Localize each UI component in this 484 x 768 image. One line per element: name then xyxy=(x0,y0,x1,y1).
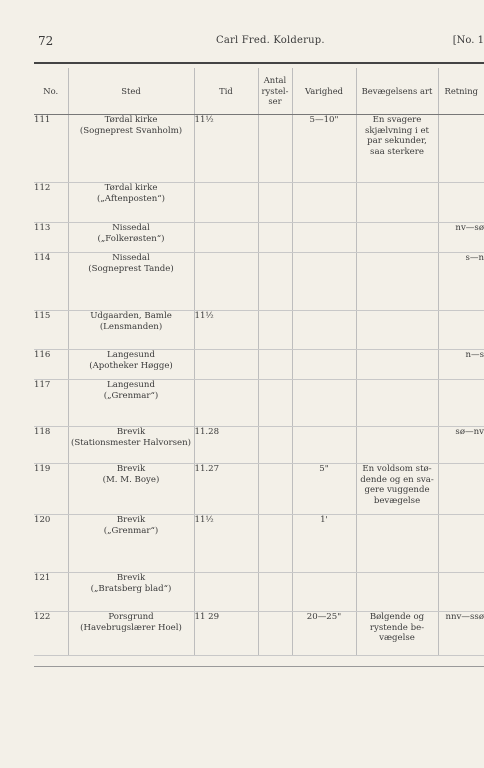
column-header-time: Tid xyxy=(194,68,258,115)
cell-place xyxy=(68,380,194,427)
column-header-count: Antal rystelser xyxy=(258,68,292,115)
cell-place xyxy=(68,427,194,464)
cell-direction: n—s xyxy=(438,350,484,380)
table-row xyxy=(34,464,484,515)
cell-movement-type xyxy=(356,612,438,656)
cell-no: 112 xyxy=(34,183,68,223)
table-row xyxy=(34,183,484,223)
cell-place xyxy=(68,253,194,311)
place-line: („Aftenposten“) xyxy=(96,193,166,204)
cell-no: 111 xyxy=(34,115,68,183)
table-row xyxy=(34,573,484,612)
cell-duration xyxy=(292,311,356,350)
table-row xyxy=(34,223,484,253)
cell-movement-type xyxy=(356,427,438,464)
cell-count xyxy=(258,183,292,223)
section-reference: [No. 1 xyxy=(452,35,484,46)
movement-type-line: Bølgende og xyxy=(369,612,425,622)
cell-movement-type xyxy=(356,515,438,573)
table-header-row xyxy=(34,68,484,115)
movement-type-line: gere vuggende xyxy=(364,485,430,496)
cell-direction xyxy=(438,573,484,612)
cell-time: 11.27 xyxy=(194,464,258,515)
cell-time: 11½ xyxy=(194,515,258,573)
place-line: Brevik xyxy=(116,573,146,583)
cell-direction xyxy=(438,464,484,515)
place-line: (Havebrugslærer Hoel) xyxy=(80,622,182,633)
place-line: (Stationsmester Halvorsen) xyxy=(70,437,192,448)
place-line: Tørdal kirke xyxy=(104,115,158,125)
cell-direction: s—n xyxy=(438,253,484,311)
movement-type-line: dende og en sva- xyxy=(360,474,434,485)
cell-place xyxy=(68,311,194,350)
place-line: Tørdal kirke xyxy=(104,183,158,193)
cell-count xyxy=(258,464,292,515)
cell-place xyxy=(68,515,194,573)
cell-duration xyxy=(292,350,356,380)
cell-count xyxy=(258,115,292,183)
cell-place xyxy=(68,573,194,612)
cell-place xyxy=(68,183,194,223)
cell-count xyxy=(258,427,292,464)
place-line: (Apotheker Høgge) xyxy=(89,360,173,371)
cell-direction xyxy=(438,183,484,223)
cell-time xyxy=(194,253,258,311)
table-row xyxy=(34,253,484,311)
page-number: 72 xyxy=(38,34,54,48)
cell-time xyxy=(194,573,258,612)
place-line: („Folkerøsten“) xyxy=(97,233,165,244)
movement-type-line: saa sterkere xyxy=(370,147,424,158)
place-line: Brevik xyxy=(116,515,146,525)
movement-type-line: par sekunder, xyxy=(367,136,427,147)
movement-type-line: En svagere xyxy=(372,115,422,125)
place-line: („Grenmar“) xyxy=(103,390,159,401)
cell-place xyxy=(68,115,194,183)
cell-no: 113 xyxy=(34,223,68,253)
cell-count xyxy=(258,223,292,253)
place-line: Langesund xyxy=(107,380,155,390)
table-row xyxy=(34,380,484,427)
place-line: („Grenmar“) xyxy=(103,525,159,536)
cell-no: 119 xyxy=(34,464,68,515)
cell-movement-type xyxy=(356,380,438,427)
cell-duration xyxy=(292,183,356,223)
cell-no: 116 xyxy=(34,350,68,380)
top-rule xyxy=(34,62,484,64)
cell-count xyxy=(258,350,292,380)
cell-duration: 1' xyxy=(292,515,356,573)
cell-count xyxy=(258,311,292,350)
cell-count xyxy=(258,380,292,427)
cell-time: 11.28 xyxy=(194,427,258,464)
bottom-rule xyxy=(34,666,484,667)
table-body xyxy=(34,115,484,656)
cell-direction xyxy=(438,311,484,350)
cell-direction: nv—sø xyxy=(438,223,484,253)
movement-type-line: rystende be- xyxy=(369,622,425,633)
earthquake-report-table xyxy=(34,68,484,656)
cell-place xyxy=(68,350,194,380)
cell-duration: 20—25" xyxy=(292,612,356,656)
cell-time: 11½ xyxy=(194,311,258,350)
table-row xyxy=(34,612,484,656)
cell-movement-type xyxy=(356,183,438,223)
table-row xyxy=(34,350,484,380)
cell-duration xyxy=(292,380,356,427)
page-header xyxy=(38,34,484,50)
cell-duration xyxy=(292,223,356,253)
place-line: Porsgrund xyxy=(108,612,154,622)
place-line: (Sogneprest Svanholm) xyxy=(79,125,183,136)
cell-movement-type xyxy=(356,464,438,515)
cell-no: 121 xyxy=(34,573,68,612)
cell-duration xyxy=(292,427,356,464)
cell-movement-type xyxy=(356,573,438,612)
cell-duration xyxy=(292,573,356,612)
column-header-direction: Retning xyxy=(438,68,484,115)
cell-count xyxy=(258,612,292,656)
cell-place xyxy=(68,464,194,515)
movement-type-line: skjælvning i et xyxy=(364,125,430,136)
cell-no: 115 xyxy=(34,311,68,350)
cell-time xyxy=(194,183,258,223)
cell-direction: sø—nv xyxy=(438,427,484,464)
cell-count xyxy=(258,253,292,311)
place-line: Nissedal xyxy=(112,253,150,263)
cell-movement-type xyxy=(356,311,438,350)
cell-direction xyxy=(438,115,484,183)
place-line: Udgaarden, Bamle xyxy=(90,311,172,321)
cell-time xyxy=(194,223,258,253)
movement-type-line: bevægelse xyxy=(373,496,421,507)
cell-no: 122 xyxy=(34,612,68,656)
place-line: Langesund xyxy=(107,350,155,360)
table-row xyxy=(34,115,484,183)
place-line: (Lensmanden) xyxy=(99,321,163,332)
cell-count xyxy=(258,515,292,573)
cell-time: 11½ xyxy=(194,115,258,183)
cell-movement-type xyxy=(356,253,438,311)
running-title: Carl Fred. Kolderup. xyxy=(216,35,325,46)
cell-direction: nnv—ssø xyxy=(438,612,484,656)
cell-no: 117 xyxy=(34,380,68,427)
cell-movement-type xyxy=(356,350,438,380)
cell-time xyxy=(194,380,258,427)
table-row xyxy=(34,427,484,464)
cell-duration: 5" xyxy=(292,464,356,515)
place-line: („Bratsberg blad“) xyxy=(90,583,172,594)
cell-direction xyxy=(438,380,484,427)
cell-place xyxy=(68,223,194,253)
table-row xyxy=(34,515,484,573)
place-line: (Sogneprest Tande) xyxy=(88,263,174,274)
cell-no: 118 xyxy=(34,427,68,464)
cell-direction xyxy=(438,515,484,573)
cell-place xyxy=(68,612,194,656)
cell-no: 120 xyxy=(34,515,68,573)
column-header-no: No. xyxy=(34,68,68,115)
place-line: Brevik xyxy=(116,464,146,474)
table-row xyxy=(34,311,484,350)
cell-time xyxy=(194,350,258,380)
movement-type-line: vægelse xyxy=(379,633,415,644)
cell-movement-type xyxy=(356,223,438,253)
place-line: (M. M. Boye) xyxy=(102,474,160,485)
column-header-type: Bevægelsens art xyxy=(356,68,438,115)
cell-time: 11 29 xyxy=(194,612,258,656)
cell-movement-type xyxy=(356,115,438,183)
cell-count xyxy=(258,573,292,612)
movement-type-line: En voldsom stø- xyxy=(362,464,432,474)
column-header-place: Sted xyxy=(68,68,194,115)
column-header-duration: Varighed xyxy=(292,68,356,115)
place-line: Brevik xyxy=(116,427,146,437)
cell-duration xyxy=(292,253,356,311)
cell-no: 114 xyxy=(34,253,68,311)
cell-duration: 5—10" xyxy=(292,115,356,183)
place-line: Nissedal xyxy=(112,223,150,233)
